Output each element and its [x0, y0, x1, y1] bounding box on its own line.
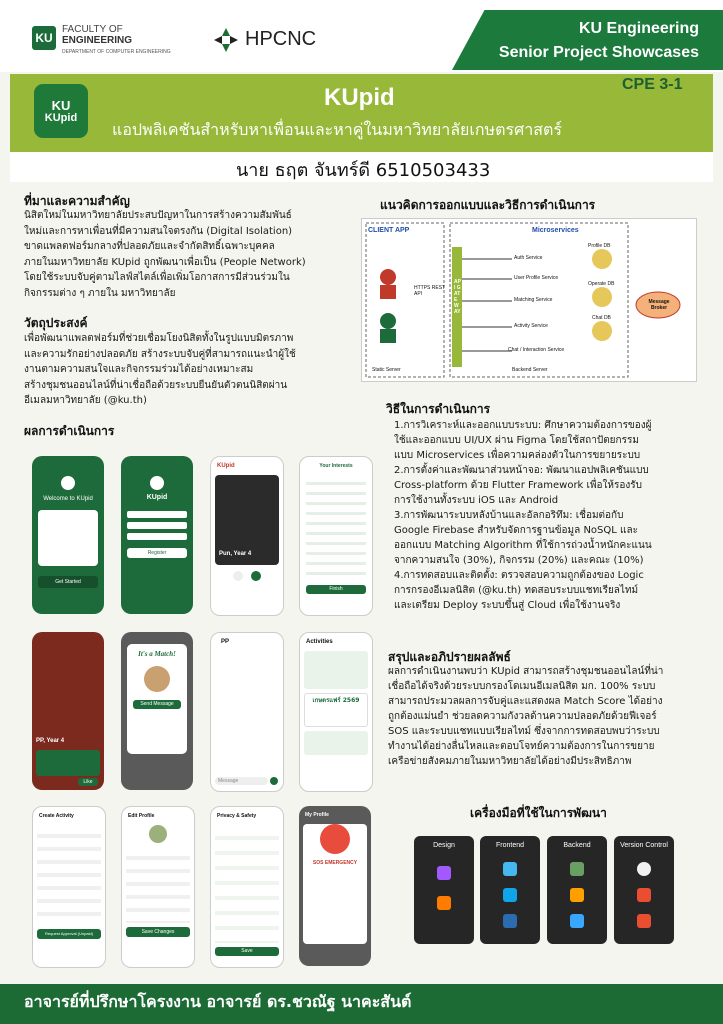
- service-matching: Matching Service: [514, 297, 553, 303]
- method-line: ใช้และออกแบบ UI/UX ผ่าน Figma โดยใช้สถาปัตยกรรม: [394, 435, 639, 446]
- method-line: Cross-platform ด้วย Flutter Framework เพื่อให้รองรับ: [394, 480, 642, 491]
- get-started-button[interactable]: Get Started: [38, 576, 98, 588]
- faculty-line-2: ENGINEERING: [62, 35, 133, 46]
- cloud-icon: [570, 914, 584, 928]
- objective-line: สร้างชุมชนออนไลน์ที่น่าเชื่อถือด้วยระบบยืนยันตัวตนนิสิตผ่าน: [24, 379, 288, 391]
- screen-edit-profile: [121, 806, 195, 968]
- screen-interests: [299, 456, 373, 616]
- activity-form[interactable]: [37, 825, 101, 925]
- screen-welcome: [32, 456, 104, 614]
- service-user-profile: User Profile Service: [514, 275, 559, 281]
- email-field[interactable]: [127, 511, 187, 518]
- objective-line: เพื่อพัฒนาแพลตฟอร์มที่ช่วยเชื่อมโยงนิสิตทั้งในรูปแบบมิตรภาพ: [24, 333, 294, 344]
- screen-title: Privacy & Safety: [217, 813, 257, 819]
- app-logo-bottom: KUpid: [44, 111, 78, 124]
- background-line: ใหม่และการหาเพื่อนที่มีความสนใจตรงกัน (Digital Isolation): [24, 225, 293, 237]
- screen-my-profile: [299, 806, 371, 966]
- nodejs-icon: [570, 862, 584, 876]
- firebase-icon: [570, 888, 584, 902]
- sos-card: [303, 824, 367, 944]
- service-chat: Chat / Interaction Service: [508, 347, 565, 353]
- screen-title: KUpid: [146, 494, 168, 501]
- request-approval-button[interactable]: Request Approval (Unpaid): [37, 929, 101, 939]
- privacy-settings[interactable]: [215, 825, 279, 943]
- faculty-line-1: FACULTY OF: [62, 24, 123, 35]
- activity-card[interactable]: [304, 731, 368, 755]
- method-line: การใช้งานทั้งระบบ iOS และ Android: [394, 495, 559, 506]
- backend-server-label: Backend Server: [512, 367, 548, 373]
- conclusion-line: ผลการดำเนินงานพบว่า KUpid สามารถสร้างชุมชนออนไลน์ที่น่า: [388, 666, 664, 677]
- tool-group-label: Frontend: [495, 842, 525, 849]
- flutter-icon: [503, 862, 517, 876]
- background-line: กิจกรรมต่าง ๆ ภายใน มหาวิทยาลัย: [24, 287, 176, 299]
- background-line: ขาดแพลตฟอร์มกลางที่ปลอดภัยและจำกัดสิทธิ์เฉพาะบุคคล: [24, 241, 275, 252]
- screen-title: KUpid: [217, 463, 235, 469]
- background-line: ภายในมหาวิทยาลัย KUpid ถูกพัฒนาเพื่อเป็น (People Network): [24, 256, 306, 268]
- service-auth: Auth Service: [514, 255, 543, 261]
- tool-group-label: Version Control: [620, 842, 668, 849]
- method-body: [394, 418, 710, 613]
- screen-chat: [210, 632, 284, 792]
- match-card: [127, 644, 187, 754]
- results-heading: ผลการดำเนินการ: [24, 424, 115, 438]
- chat-title: PP: [221, 639, 230, 645]
- static-server-label: Static Server: [372, 367, 401, 373]
- like-icon[interactable]: [251, 571, 261, 581]
- sos-label: SOS EMERGENCY: [312, 860, 358, 866]
- git-branch-icon: [637, 914, 651, 928]
- method-line: Google Firebase สำหรับจัดการฐานข้อมูล NoSQL และ: [394, 525, 638, 536]
- app-logo: [34, 84, 88, 138]
- background-line: นิสิตใหม่ในมหาวิทยาลัยประสบปัญหาในการสร้างความสัมพันธ์: [24, 210, 292, 221]
- app-logo-top: KU: [51, 97, 71, 113]
- method-line: จากความสนใจ (30%), กิจกรรม (20%) และคณะ (10%): [394, 555, 644, 566]
- screen-title: Your Interests: [319, 463, 353, 469]
- hpcnc-logo-icon: [212, 26, 240, 54]
- objective-line: งานตามความสนใจและกิจกรรมร่วมได้อย่างเหมาะสม: [24, 364, 254, 375]
- welcome-card: [38, 510, 98, 566]
- screen-discover: [210, 456, 284, 616]
- author-name: นาย ธฤต จันทร์ดี 6510503433: [236, 160, 491, 181]
- tool-group-frontend: [480, 836, 540, 944]
- advisor: อาจารย์ที่ปรึกษาโครงงาน อาจารย์ ดร.ชวณัฐ นาคะสันต์: [24, 992, 412, 1011]
- screen-title: Activities: [306, 639, 333, 645]
- app-title: KUpid: [324, 84, 395, 111]
- screen-title: My Profile: [305, 812, 329, 818]
- db-operate: Operate DB: [588, 281, 615, 287]
- method-line: ออกแบบ Matching Algorithm ที่ใช้การถ่วงน้ำหนักคะแนน: [394, 540, 652, 551]
- tool-group-backend: [547, 836, 607, 944]
- send-message-button[interactable]: Send Message: [133, 700, 181, 709]
- faculty-line-3: DEPARTMENT OF COMPUTER ENGINEERING: [62, 49, 171, 55]
- screen-privacy: [210, 806, 284, 968]
- app-store-icon: [503, 914, 517, 928]
- conclusion-line: SOS และระบบแชทแบบเรียลไทม์ ซึ่งจากการทดสอบพบว่าระบบ: [388, 726, 660, 737]
- conclusion-line: เครือข่ายสังคมภายในมหาวิทยาลัยได้อย่างมีประสิทธิภาพ: [388, 756, 632, 767]
- save-changes-button[interactable]: Save Changes: [126, 927, 190, 937]
- heart-icon: [150, 476, 164, 490]
- profile-caption: Pun, Year 4: [219, 551, 252, 557]
- ku-logo: KU: [32, 26, 56, 50]
- cpe-code: CPE 3-1: [622, 76, 683, 93]
- conclusion-line: ทำงานได้อย่างลื่นไหลและตอบโจทย์ความต้องการในการขยาย: [388, 741, 655, 752]
- finish-button[interactable]: Finish: [306, 585, 366, 594]
- avatar[interactable]: [149, 825, 167, 843]
- background-heading: ที่มาและความสำคัญ: [24, 194, 130, 208]
- sos-icon[interactable]: [320, 824, 350, 854]
- db-profile: Profile DB: [588, 243, 611, 249]
- register-button[interactable]: Register: [127, 548, 187, 558]
- profile-caption: PP, Year 4: [36, 738, 65, 744]
- hpcnc-label: HPCNC: [245, 28, 317, 50]
- method-line: 3.การพัฒนาระบบหลังบ้านและอัลกอริทึม: เชื่อมต่อกับ: [394, 510, 624, 521]
- background-line: โดยใช้ระบบจับคู่ตามไลฟ์สไตล์เพื่อเพิ่มโอกาสการมีส่วนร่วมใน: [24, 272, 290, 283]
- screen-title: Create Activity: [39, 813, 74, 819]
- conclusion-heading: สรุปและอภิปรายผลลัพธ์: [388, 650, 511, 664]
- app-subtitle: แอปพลิเคชันสำหรับหาเพื่อนและหาคู่ในมหาวิทยาลัยเกษตรศาสตร์: [112, 120, 562, 139]
- screen-title: Edit Profile: [128, 813, 155, 819]
- showcase-line-2: Senior Project Showcases: [498, 44, 699, 61]
- method-line: 1.การวิเคราะห์และออกแบบระบบ: ศึกษาความต้องการของผู้: [394, 420, 652, 431]
- method-line: 2.การตั้งค่าและพัฒนาส่วนหน้าจอ: พัฒนาแอปพลิเคชันแบบ: [394, 465, 649, 476]
- conclusion-line: เชื่อถือได้จริงด้วยระบบกรองโดเมนอีเมลนิสิต มก. 100% ระบบ: [388, 681, 656, 692]
- screen-profile-card: [32, 632, 104, 790]
- illustrator-icon: [437, 896, 451, 910]
- objective-body: [24, 331, 354, 409]
- gateway-label: API GATEWAY: [454, 279, 461, 315]
- profile-tags: [36, 750, 100, 776]
- client-app-label: CLIENT APP: [368, 227, 410, 234]
- dislike-icon[interactable]: [233, 571, 243, 581]
- heart-icon: [61, 476, 75, 490]
- interest-chips[interactable]: [306, 475, 366, 579]
- profile-form[interactable]: [126, 847, 190, 923]
- tools-heading: เครื่องมือที่ใช้ในการพัฒนา: [470, 806, 607, 820]
- git-icon: [637, 888, 651, 902]
- password-field[interactable]: [127, 522, 187, 529]
- method-line: การกรองอีเมลนิสิต (@ku.th) ทดสอบระบบแชทเรียลไทม์: [394, 585, 639, 596]
- activity-badge[interactable]: เกษตรแฟร์ 2569: [304, 693, 368, 727]
- microservices-label: Microservices: [532, 227, 579, 234]
- send-icon[interactable]: [270, 777, 278, 785]
- showcase-line-1: KU Engineering: [578, 20, 699, 37]
- service-activity: Activity Service: [514, 323, 548, 329]
- match-title: It's a Match!: [138, 650, 176, 658]
- activity-card[interactable]: [304, 651, 368, 689]
- background-body: [24, 208, 354, 301]
- objective-heading: วัตถุประสงค์: [24, 316, 88, 330]
- profile-photo: [215, 475, 279, 565]
- screen-match: [121, 632, 193, 790]
- objective-line: อีเมลมหาวิทยาลัย (@ku.th): [24, 395, 147, 406]
- screen-register: [121, 456, 193, 614]
- screen-title: Welcome to KUpid: [43, 496, 93, 502]
- architecture-diagram: [361, 218, 697, 382]
- figma-icon: [437, 866, 451, 880]
- message-input[interactable]: Message: [215, 777, 268, 785]
- design-heading: แนวคิดการออกแบบและวิธีการดำเนินการ: [380, 198, 596, 212]
- confirm-password-field[interactable]: [127, 533, 187, 540]
- method-heading: วิธีในการดำเนินการ: [386, 402, 491, 416]
- objective-line: และความรักอย่างปลอดภัย สร้างระบบจับคู่ที่สามารถแนะนำผู้ใช้: [24, 348, 296, 360]
- dart-icon: [503, 888, 517, 902]
- db-chat: Chat DB: [592, 315, 611, 321]
- method-line: แบบ Microservices เพื่อความคล่องตัวในการขยายระบบ: [394, 450, 641, 461]
- conclusion-body: [388, 664, 713, 769]
- save-button[interactable]: Save: [215, 947, 279, 956]
- avatar: [144, 666, 170, 692]
- screen-create-activity: [32, 806, 106, 968]
- message-broker-label: Message Broker: [648, 299, 670, 311]
- tool-group-label: Design: [433, 842, 455, 849]
- method-line: และเตรียม Deploy ระบบขึ้นสู่ Cloud เพื่อใช้งานจริง: [394, 600, 621, 611]
- tool-group-version-control: [614, 836, 674, 944]
- github-icon: [637, 862, 651, 876]
- conclusion-line: ถูกต้องแม่นยำ ช่วยลดความกังวลด้านความปลอดภัยด้วยฟีเจอร์: [388, 711, 657, 722]
- https-label: HTTPS REST API: [414, 285, 446, 297]
- screen-activities: [299, 632, 373, 792]
- conclusion-line: สามารถประมวลผลการจับคู่และแสดงผล Match Score ได้อย่าง: [388, 696, 663, 707]
- tool-group-design: [414, 836, 474, 944]
- method-line: 4.การทดสอบและติดตั้ง: ตรวจสอบความถูกต้องของ Logic: [394, 570, 644, 581]
- tool-group-label: Backend: [563, 842, 591, 849]
- like-button[interactable]: Like: [78, 778, 98, 786]
